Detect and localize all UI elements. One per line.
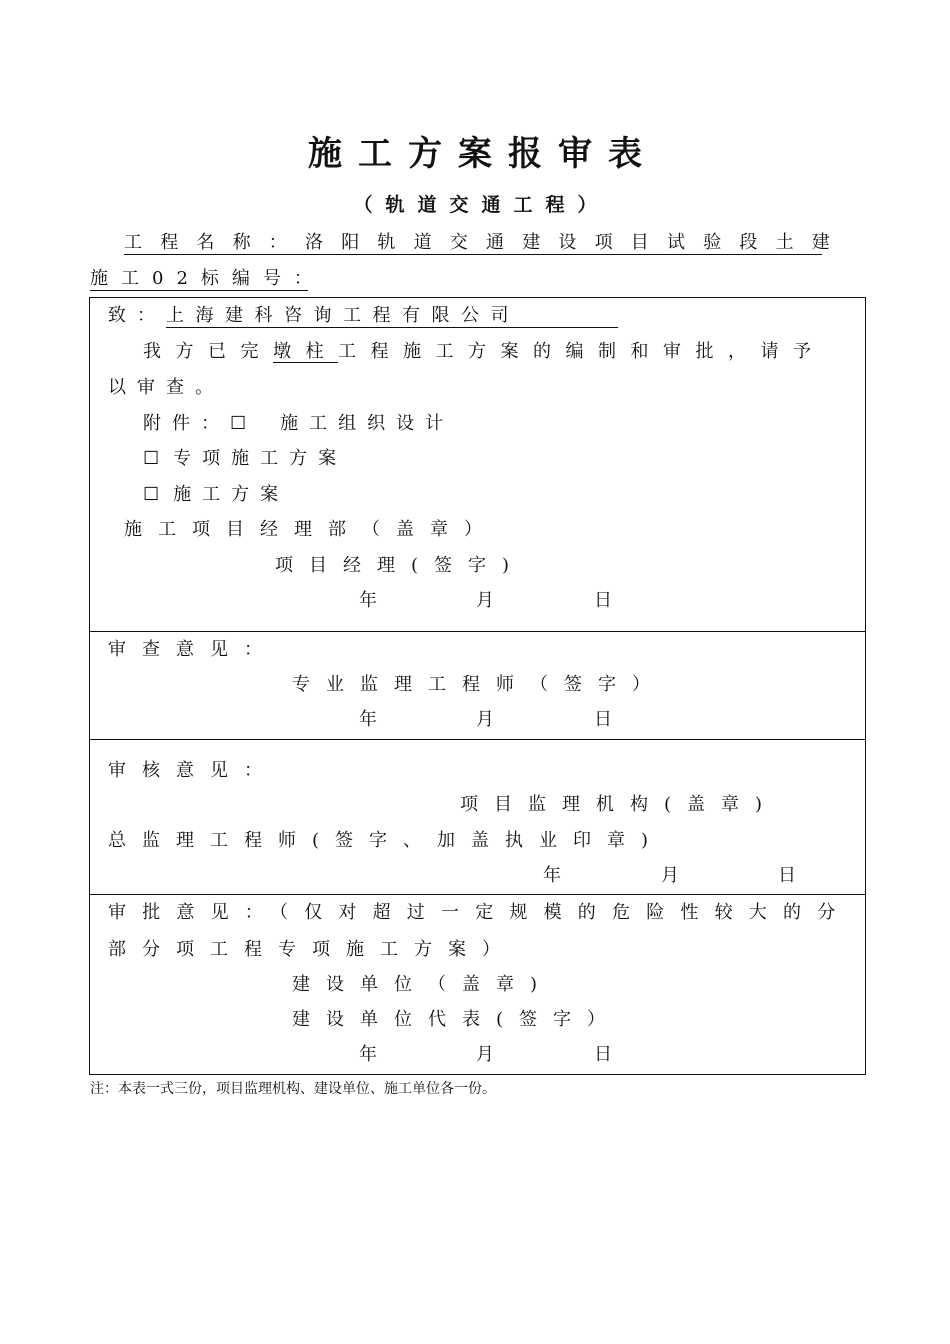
submit-text-prefix: 我方已完 [143, 341, 273, 362]
audit-label: 审核意见： [108, 760, 278, 781]
submit-text-filled: 墩柱 [273, 341, 338, 362]
checkbox-icon[interactable]: ☐ [143, 448, 160, 469]
to-line [108, 301, 618, 328]
section-divider [89, 894, 866, 895]
date-year: 年 [359, 590, 388, 611]
dept-seal: 施工项目经理部（盖章） [124, 519, 498, 540]
date-day: 日 [778, 865, 807, 886]
footnote: 注：本表一式三份，项目监理机构、建设单位、施工单位各一份。 [90, 1081, 496, 1097]
date-month: 月 [661, 865, 690, 886]
date-month: 月 [476, 1044, 505, 1065]
project-name-line2: 施工02标编号： [90, 264, 308, 291]
checkbox-icon[interactable]: ☐ [143, 484, 160, 505]
section-divider [89, 631, 866, 632]
unit-seal: 建设单位（盖章) [292, 974, 554, 995]
section-divider [89, 739, 866, 740]
to-value: 上海建科咨询工程有限公司 [166, 301, 618, 328]
attachment-option-row [143, 444, 347, 470]
rep-sign: 建设单位代表(签字） [292, 1009, 622, 1030]
project-name-line1: 工程名称：洛阳轨道交通建设项目试验段土建 [124, 228, 822, 255]
date-year: 年 [359, 1044, 388, 1065]
engineer-sign: 专业监理工程师（签字） [292, 674, 666, 695]
attachment-option-row [143, 480, 289, 506]
submit-text-suffix: 工程施工方案的编制和审批，请予 [338, 341, 826, 362]
date-month: 月 [476, 709, 505, 730]
page-title: 施工方案报审表 [308, 134, 658, 174]
attachment-label: 附件： [143, 413, 230, 434]
date-day: 日 [594, 1044, 623, 1065]
date-year: 年 [359, 709, 388, 730]
checkbox-icon[interactable]: ☐ [230, 413, 247, 434]
approve-label-line1: 审批意见：（仅对超过一定规模的危险性较大的分 [108, 902, 852, 923]
attachment-row [143, 409, 454, 435]
review-label: 审查意见： [108, 639, 278, 660]
chief-sign: 总监理工程师(签字、加盖执业印章) [108, 830, 665, 851]
approve-label-line2: 部分项工程专项施工方案） [108, 939, 516, 960]
org-seal: 项目监理机构(盖章) [460, 794, 779, 815]
date-day: 日 [594, 709, 623, 730]
date-month: 月 [476, 590, 505, 611]
page-subtitle: （轨道交通工程） [353, 194, 610, 216]
date-year: 年 [543, 865, 572, 886]
to-label: 致： [108, 305, 166, 326]
submit-text [143, 337, 826, 363]
date-day: 日 [594, 590, 623, 611]
option-construction-design: 施工组织设计 [280, 413, 455, 434]
submit-text-line2: 以审查。 [108, 377, 224, 398]
option-special-plan: 专项施工方案 [173, 448, 348, 469]
manager-sign: 项目经理(签字) [275, 555, 526, 576]
option-construction-plan: 施工方案 [173, 484, 290, 505]
